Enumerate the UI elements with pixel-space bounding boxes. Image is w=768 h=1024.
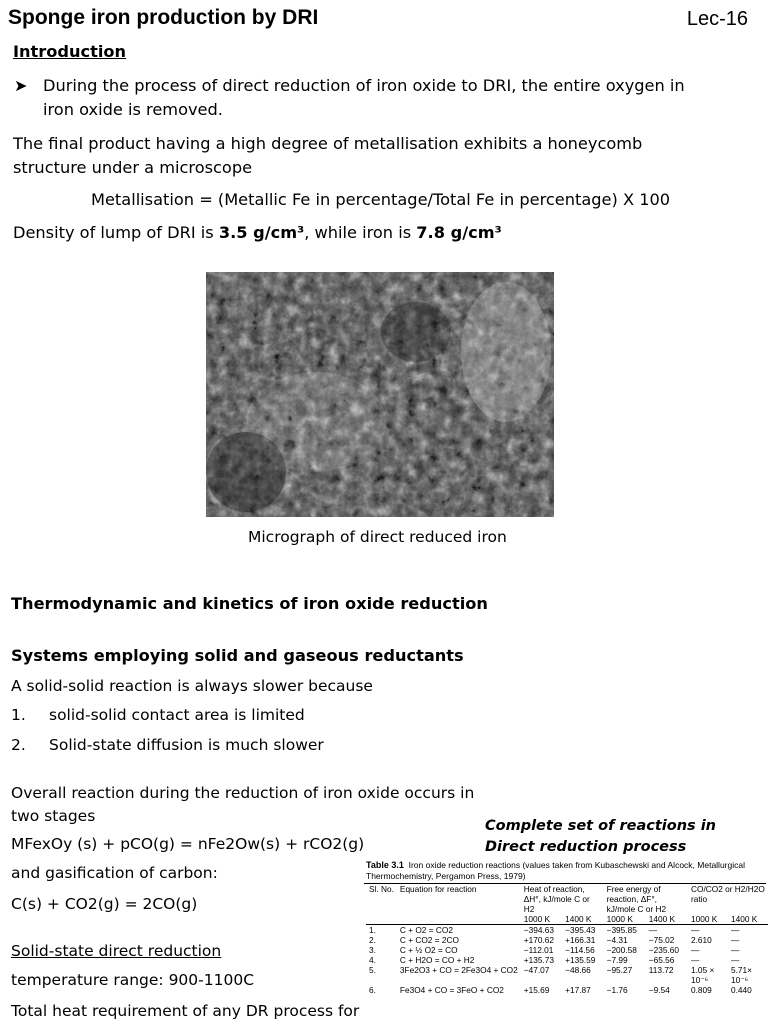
table-row: 1. C + O2 = CO2 −394.63 −395.43 −395.85 — — — xyxy=(369,925,740,935)
intro-bullet-line2: iron oxide is removed. xyxy=(43,100,223,119)
micrograph-caption: Micrograph of direct reduced iron xyxy=(248,528,507,546)
heat-1000k: 1000 K xyxy=(521,914,562,925)
intro-para-line1: The final product having a high degree of metallisation exhibits a honeycomb xyxy=(13,134,643,153)
free-1400k: 1400 K xyxy=(646,914,688,925)
ratio-1400k: 1400 K xyxy=(728,914,768,925)
heat-requirement-line: Total heat requirement of any DR process for xyxy=(11,1002,360,1020)
side-note-line2: Direct reduction process xyxy=(485,839,687,855)
side-note-line1: Complete set of reactions in xyxy=(485,818,716,834)
heat-1400k: 1400 K xyxy=(562,914,603,925)
reactions-table-figure xyxy=(356,858,768,1024)
metallisation-formula: Metallisation = (Metallic Fe in percentage/Total Fe in percentage) X 100 xyxy=(91,190,671,209)
table-caption-text: Iron oxide reduction reactions (values taken from Kubaschewski and Alcock, Metallurgical Thermochemistry, Pergamon Press, 1979) xyxy=(366,860,745,881)
lecture-number: Lec-16 xyxy=(686,8,748,30)
density-dri-value: 3.5 g/cm³ xyxy=(218,223,305,242)
free-1000k: 1000 K xyxy=(604,914,646,925)
list-item-1: solid-solid contact area is limited xyxy=(49,706,305,724)
ssdr-heading: Solid-state direct reduction xyxy=(11,942,222,960)
gasification-line: and gasification of carbon: xyxy=(11,864,218,882)
overall-reaction: MFexOy (s) + pCO(g) = nFe2Ow(s) + rCO2(g) xyxy=(11,835,365,853)
density-iron-value: 7.8 g/cm³ xyxy=(416,223,502,242)
table-row: 2. C + CO2 = 2CO +170.62 +166.31 −4.31 −75.02 2.610 — xyxy=(369,935,740,945)
intro-para-line2: structure under a microscope xyxy=(13,158,253,177)
density-prefix: Density of lump of DRI is xyxy=(13,223,219,242)
list-item-2: Solid-state diffusion is much slower xyxy=(49,736,324,754)
arrow-bullet-icon: ➤ xyxy=(14,78,28,95)
page-title: Sponge iron production by DRI xyxy=(8,6,319,29)
overall-line1: Overall reaction during the reduction of iron oxide occurs in xyxy=(11,784,475,802)
col-sl: Sl. No. xyxy=(369,884,394,894)
temp-range: temperature range: 900-1100C xyxy=(11,971,255,989)
micrograph-image xyxy=(206,272,554,517)
table-caption xyxy=(366,860,766,882)
density-middle: , while iron is xyxy=(304,223,417,242)
table-label: Table 3.1 xyxy=(366,860,404,870)
col-ratio: CO/CO2 or H2/H2O ratio xyxy=(691,884,765,904)
thermo-subheading: Systems employing solid and gaseous reductants xyxy=(11,646,464,665)
table-row: 6. Fe3O4 + CO = 3FeO + CO2 +15.69 +17.87 −1.76 −9.54 0.809 0.440 xyxy=(369,985,752,995)
col-heat: Heat of reaction, ΔH°, kJ/mole C or H2 xyxy=(523,884,590,914)
ratio-1000k: 1000 K xyxy=(688,914,728,925)
table-row: 5. 3Fe2O3 + CO = 2Fe3O4 + CO2 −47.07 −48.66 −95.27 113.72 1.05 × 10⁻⁶ 5.71× 10⁻⁶ xyxy=(369,965,752,985)
list-item-2-number: 2. xyxy=(11,736,26,754)
table-row: 4. C + H2O = CO + H2 +135.73 +135.59 −7.99 −65.56 — — xyxy=(369,955,740,965)
side-note xyxy=(485,816,716,858)
intro-heading: Introduction xyxy=(13,42,127,61)
table-row: 3. C + ½ O2 = CO −112.01 −114.56 −200.58 −235.60 — — xyxy=(369,945,740,955)
thermo-heading: Thermodynamic and kinetics of iron oxide reduction xyxy=(11,594,488,613)
boudouard-reaction: C(s) + CO2(g) = 2CO(g) xyxy=(11,895,198,913)
overall-line2: two stages xyxy=(11,807,96,825)
intro-bullet-line1: During the process of direct reduction of iron oxide to DRI, the entire oxygen in xyxy=(43,76,685,95)
density-line xyxy=(13,222,502,244)
col-equation: Equation for reaction xyxy=(399,884,477,894)
list-item-1-number: 1. xyxy=(11,706,26,724)
thermo-line1: A solid-solid reaction is always slower because xyxy=(11,677,373,695)
col-free-energy: Free energy of reaction, ΔF°, kJ/mole C or H2 xyxy=(606,884,667,914)
reactions-table xyxy=(366,884,768,995)
